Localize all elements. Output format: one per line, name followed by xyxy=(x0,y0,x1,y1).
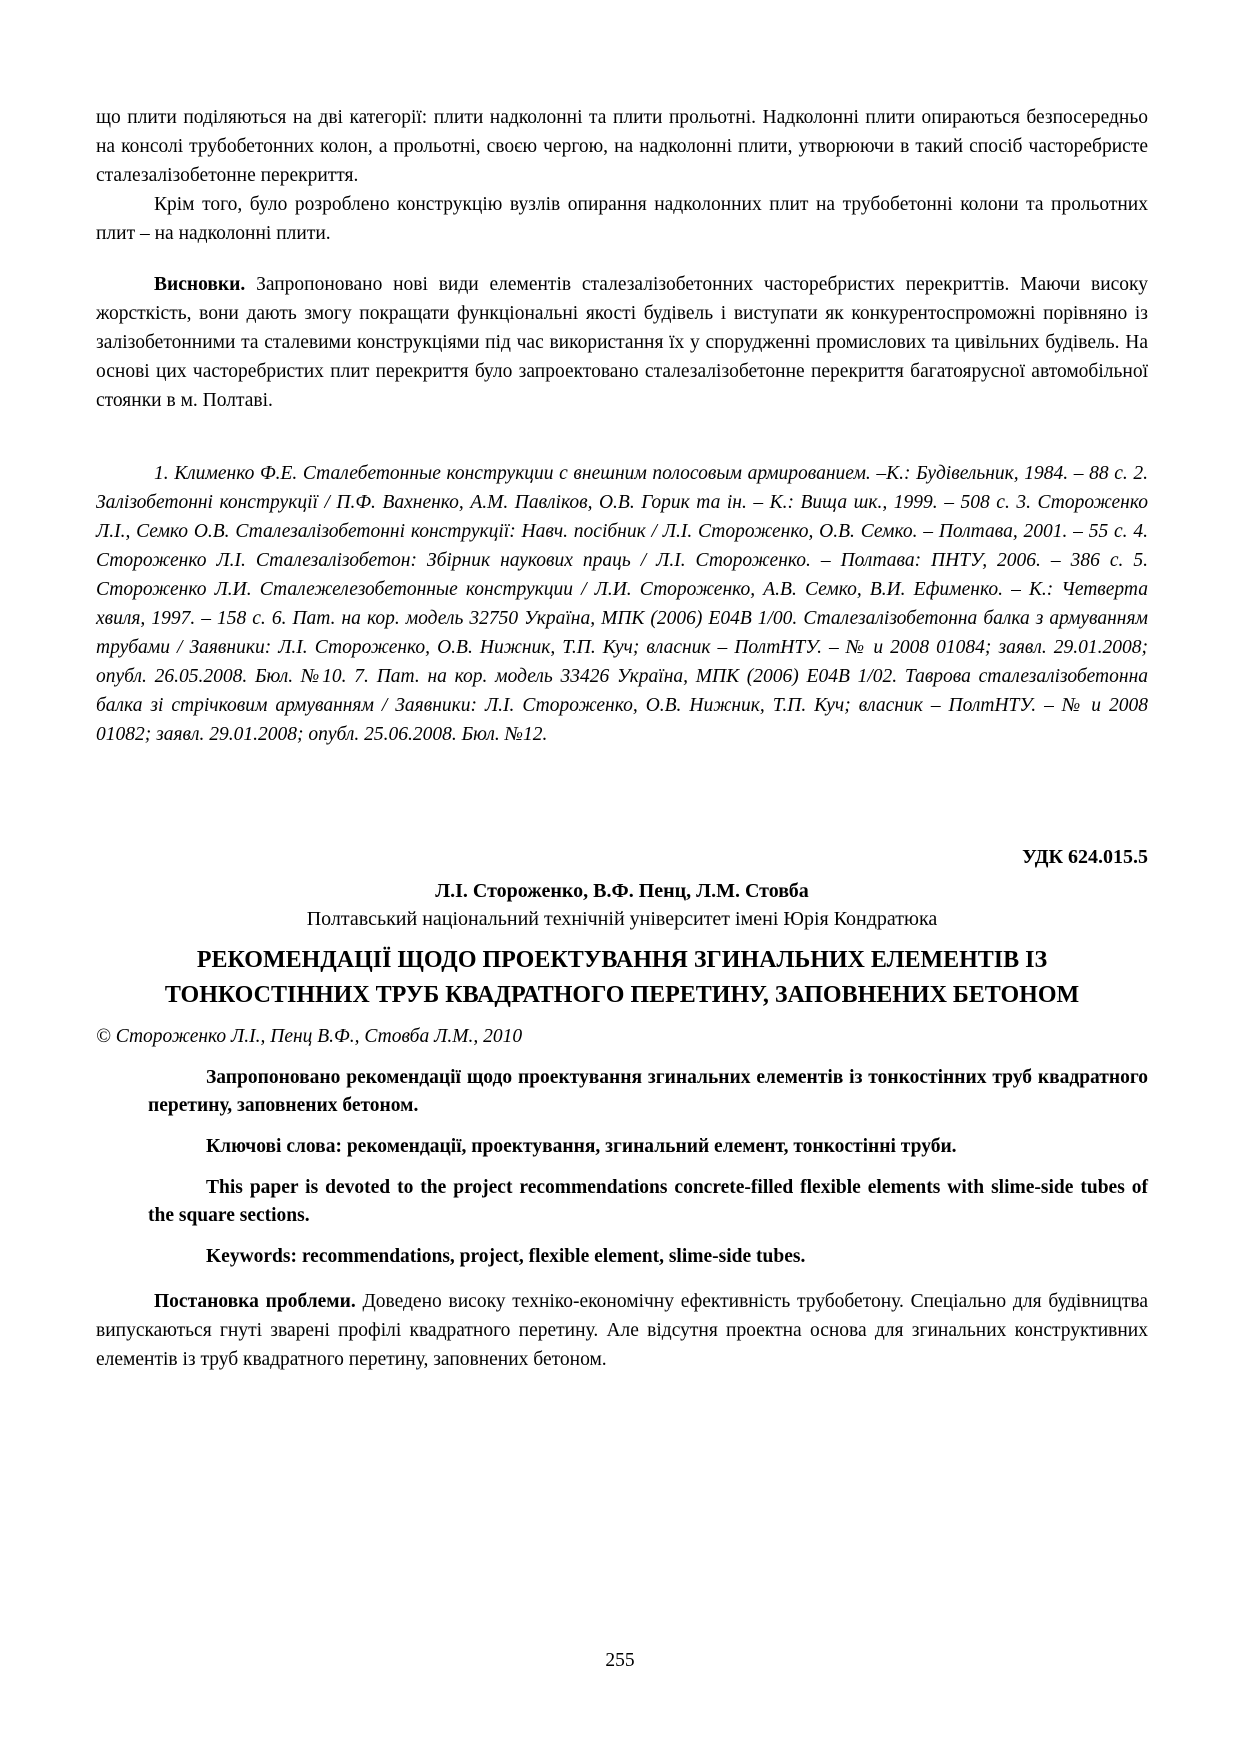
page-number: 255 xyxy=(605,1650,635,1671)
references-list: 1. Клименко Ф.Е. Сталебетонные конструкции с внешним полосовым армированием. –К.: Будівельник, 1984. – 88 с. 2. Залізобетонні конструкції / П.Ф. Вахненко, А.М. Павліков, О.В. Горик та ін. – К.: Вища шк., 1999. – 508 с. 3. Стороженко Л.І., Семко О.В. Сталезалізобетонні конструкції: Навч. посібник / Л.І. Стороженко, О.В. Семко. – Полтава, 2001. – 55 с. 4. Стороженко Л.І. Сталезалізобетон: Збірник наукових праць / Л.І. Стороженко. – Полтава: ПНТУ, 2006. – 386 с. 5. Стороженко Л.И. Сталежелезобетонные конструкции / Л.И. Стороженко, А.В. Семко, В.И. Ефименко. – К.: Четверта хвиля, 1997. – 158 с. 6. Пат. на кор. модель 32750 Україна, МПК (2006) Е04В 1/00. Сталезалізобетонна балка з армуванням трубами / Заявники: Л.І. Стороженко, О.В. Нижник, Т.П. Куч; власник – ПолтНТУ. – № и 2008 01084; заявл. 29.01.2008; опубл. 26.05.2008. Бюл. №10. 7. Пат. на кор. модель 33426 Україна, МПК (2006) Е04В 1/02. Таврова сталезалізобетонна балка зі стрічковим армуванням / Заявники: Л.І. Стороженко, О.В. Нижник, Т.П. Куч; власник – ПолтНТУ. – № и 2008 01082; заявл. 29.01.2008; опубл. 25.06.2008. Бюл. №12. xyxy=(96,463,1148,745)
affiliation-line: Полтавський національний технічній університет імені Юрія Кондратюка xyxy=(306,908,938,930)
keywords-en: Keywords: recommendations, project, flexible element, slime-side tubes. xyxy=(206,1246,806,1267)
problem-text: Доведено високу техніко-економічну ефективність трубобетону. Спеціально для будівництва випускаються гнуті зварені профілі квадратного перетину. Але відсутня проектна основа для згинальних конструктивних елементів із труб квадратного перетину, заповнених бетоном. xyxy=(96,1291,1148,1370)
abstract-en: This paper is devoted to the project recommendations concrete-filled flexible elements with slime-side tubes of the square sections. xyxy=(148,1177,1148,1226)
problem-label: Постановка проблеми. xyxy=(154,1291,356,1312)
udk-code: УДК 624.015.5 xyxy=(1022,846,1148,868)
conclusions-label: Висновки. xyxy=(154,274,246,295)
conclusions-text: Запропоновано нові види елементів сталезалізобетонних часторебристих перекриттів. Маючи високу жорсткість, вони дають змогу покращати функціональні якості будівель і виступати як конкурентоспроможні порівняно із залізобетонними та сталевими конструкціями під час використання їх у спорудженні промислових та цивільних будівель. На основі цих часторебристих плит перекриття було запроектовано сталезалізобетонне перекриття багатоярусної автомобільної стоянки в м. Полтаві. xyxy=(96,274,1148,411)
article-title: РЕКОМЕНДАЦІЇ ЩОДО ПРОЕКТУВАННЯ ЗГИНАЛЬНИХ ЕЛЕМЕНТІВ ІЗ ТОНКОСТІННИХ ТРУБ КВАДРАТНОГО ПЕРЕТИНУ, ЗАПОВНЕНИХ БЕТОНОМ xyxy=(164,947,1080,1008)
keywords-ua: Ключові слова: рекомендації, проектування, згинальний елемент, тонкостінні труби. xyxy=(206,1136,957,1157)
conclusions-paragraph xyxy=(96,270,1148,415)
problem-paragraph xyxy=(96,1287,1148,1374)
paragraph-intro-1: що плити поділяються на дві категорії: плити надколонні та плити прольотні. Надколонні плити опираються безпосередньо на консолі трубобетонних колон, а прольотні, своєю чергою, на надколонні плити, утворюючи в такий спосіб часторебристе сталезалізобетонне перекриття. xyxy=(96,107,1148,186)
abstract-ua: Запропоновано рекомендації щодо проектування згинальних елементів із тонкостінних труб квадратного перетину, заповнених бетоном. xyxy=(148,1067,1148,1116)
authors-line: Л.І. Стороженко, В.Ф. Пенц, Л.М. Стовба xyxy=(435,880,809,902)
copyright-line: © Стороженко Л.І., Пенц В.Ф., Стовба Л.М., 2010 xyxy=(96,1026,523,1047)
paragraph-intro-2: Крім того, було розроблено конструкцію вузлів опирання надколонних плит на трубобетонні колони та прольотних плит – на надколонні плити. xyxy=(96,194,1148,244)
